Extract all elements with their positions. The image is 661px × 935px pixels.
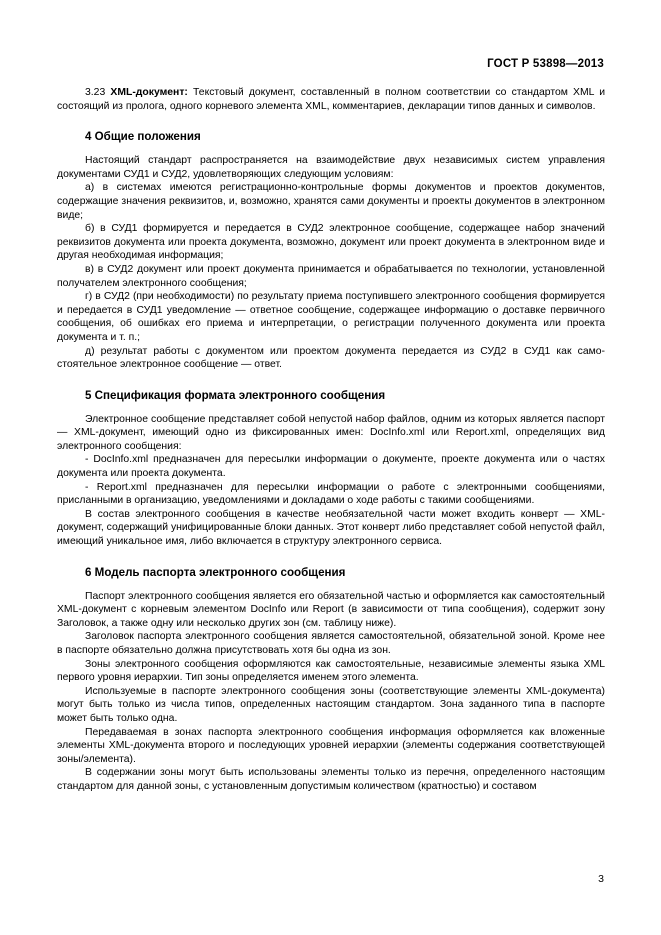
section-4-paragraph-4: в) в СУД2 документ или проект документа принимается и обрабатывается по технологии, установленной получателем электронного сообщения; xyxy=(57,263,605,289)
section-heading-5: 5 Спецификация формата электронного сообщения xyxy=(85,388,386,402)
section-5-paragraph-2: - DocInfo.xml предназначен для пересылки информации о документе, проекте документа или о частях документа или проекта документа. xyxy=(57,454,605,480)
section-6-paragraph-6: В содержании зоны могут быть использованы элементы только из перечня, определенного настоящим стандартом для данной зоны, с установленным допустимым количеством (кратностью) и составом xyxy=(57,767,605,792)
section-6-paragraph-2: Заголовок паспорта электронного сообщения является самостоятельной, обязательной зоной. Кроме нее в паспорте обязательно должна присутствовать хотя бы одна из зон. xyxy=(57,631,605,656)
term-name: XML-документ: xyxy=(110,87,188,98)
section-6-paragraph-4: Используемые в паспорте электронного сообщения зоны (соответствующие элементы XML-документа) могут быть только из числа типов, определенных настоящим стандартом. Зона заданного типа в паспорте может быть только одна. xyxy=(57,685,605,724)
section-6-paragraph-1: Паспорт электронного сообщения является его обязательной частью и оформляется как самостоятельный XML-документ с корневым элементом DocInfo или Report (в зависимости от типа сообщения), содержит зону Заголовок, а также одну или несколько других зон (см. таблицу ниже). xyxy=(57,590,605,629)
section-4-paragraph-1: Настоящий стандарт распространяется на взаимодействие двух независимых систем управления документами СУД1 и СУД2, удовлетворяющих следующим условиям: xyxy=(57,155,605,180)
section-4-paragraph-2: а) в системах имеются регистрационно-контрольные формы документов и проектов документов, содержащие значения реквизитов, и, возможно, хранятся сами документы и проекты документов в электронном виде; xyxy=(57,182,605,221)
section-4-paragraph-3: б) в СУД1 формируется и передается в СУД2 электронное сообщение, содержащее набор значений реквизитов документа или проекта документа, возможно, документ или проект документа в электронном виде и другая необходимая информация; xyxy=(57,223,605,262)
section-heading-4: 4 Общие положения xyxy=(85,130,201,144)
section-6-paragraph-3: Зоны электронного сообщения оформляются как самостоятельные, независимые элементы языка XML первого уровня иерархии. Тип зоны определяется именем этого элемента. xyxy=(57,658,605,684)
term-definition-3-23 xyxy=(57,86,605,113)
term-text: Текстовый документ, составленный в полном соответствии со стандартом XML и состоящий из пролога, одного корневого элемента XML, комментариев, декларации типов данных и символов. xyxy=(57,87,605,112)
section-5-paragraph-4: В состав электронного сообщения в качестве необязательной части может входить конверт — XML-документ, содержащий унифицированные блоки данных. Этот конверт либо представляет собой непустой файл, имеющий уникальное имя, либо включается в структуру электронного сервиса. xyxy=(57,508,605,548)
section-6-paragraph-5: Передаваемая в зонах паспорта электронного сообщения информация оформляется как вложенные элементы XML-документа второго и последующих уровней иерархии (элементы содержания соответствующей зоны/элемента). xyxy=(57,726,605,765)
section-5-paragraph-3: - Report.xml предназначен для пересылки информации о работе с электронными сообщениями, присланными в организацию, уведомлениями и докладами о ходе работы с такими сообщениями. xyxy=(57,481,605,507)
section-5-paragraph-1: Электронное сообщение представляет собой непустой набор файлов, одним из которых является паспорт — XML-документ, имеющий одно из фиксированных имен: DocInfo.xml или Report.xml, определящих вид электронного сообщения: xyxy=(57,413,605,452)
term-number: 3.23 xyxy=(85,87,106,98)
section-4-paragraph-6: д) результат работы с документом или проектом документа передается из СУД2 в СУД1 как самостоятельное электронное сообщение — ответ. xyxy=(57,345,605,371)
page-header-standard: ГОСТ Р 53898—2013 xyxy=(487,58,604,70)
page-number: 3 xyxy=(598,873,604,885)
document-body xyxy=(57,86,605,794)
section-4-paragraph-5: г) в СУД2 (при необходимости) по результату приема поступившего электронного сообщения формируется и передается в СУД1 уведомление — ответное сообщение, содержащее информацию о доставке первичного сообщения, об ошибках его приема и интерпретации, о регистрации полученного документа или проекта документа и т. п.; xyxy=(57,291,605,343)
section-heading-6: 6 Модель паспорта электронного сообщения xyxy=(85,565,346,579)
